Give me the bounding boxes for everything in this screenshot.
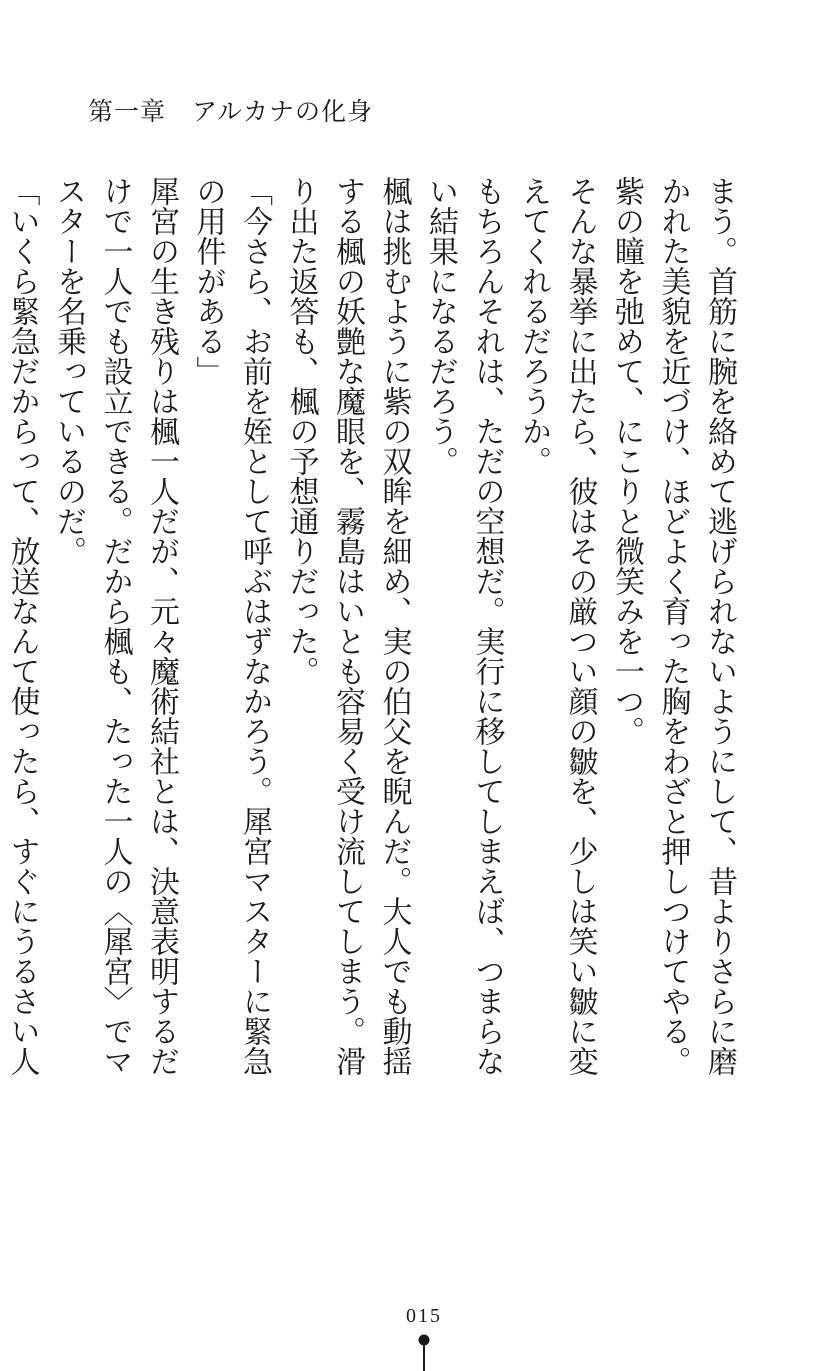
paragraph: もちろんそれは、ただの空想だ。実行に移してしまえば、つまらない結果になるだろう。	[423, 176, 505, 1076]
vertical-body-text	[4, 176, 742, 1076]
paragraph: 「今さら、お前を姪として呼ぶはずなかろう。犀宮マスターに緊急の用件がある」	[190, 176, 272, 1076]
page-number: 015	[406, 1305, 442, 1327]
paragraph: そんな暴挙に出たら、彼はその厳つい顔の皺を、少しは笑い皺に変えてくれるだろうか。	[516, 176, 598, 1076]
page-marker-dot	[419, 1335, 430, 1346]
paragraph: まう。首筋に腕を絡めて逃げられないようにして、昔よりさらに磨かれた美貌を近づけ、ほどよく育った胸をわざと押しつけてやる。紫の瞳を弛めて、にこりと微笑みを一つ。	[609, 176, 737, 1076]
chapter-title: 第一章 アルカナの化身	[88, 97, 374, 126]
paragraph: 「いくら緊急だからって、放送なんて使ったら、すぐにうるさい人	[4, 176, 40, 1076]
paragraph: 楓は挑むように紫の双眸を細め、実の伯父を睨んだ。大人でも動揺する楓の妖艶な魔眼を、霧島はいとも容易く受け流してしまう。滑り出た返答も、楓の予想通りだった。	[283, 176, 412, 1076]
paragraph: 犀宮の生き残りは楓一人だが、元々魔術結社とは、決意表明するだけで一人でも設立できる。だから楓も、たった一人の〈犀宮〉でマスターを名乗っているのだ。	[51, 176, 179, 1076]
